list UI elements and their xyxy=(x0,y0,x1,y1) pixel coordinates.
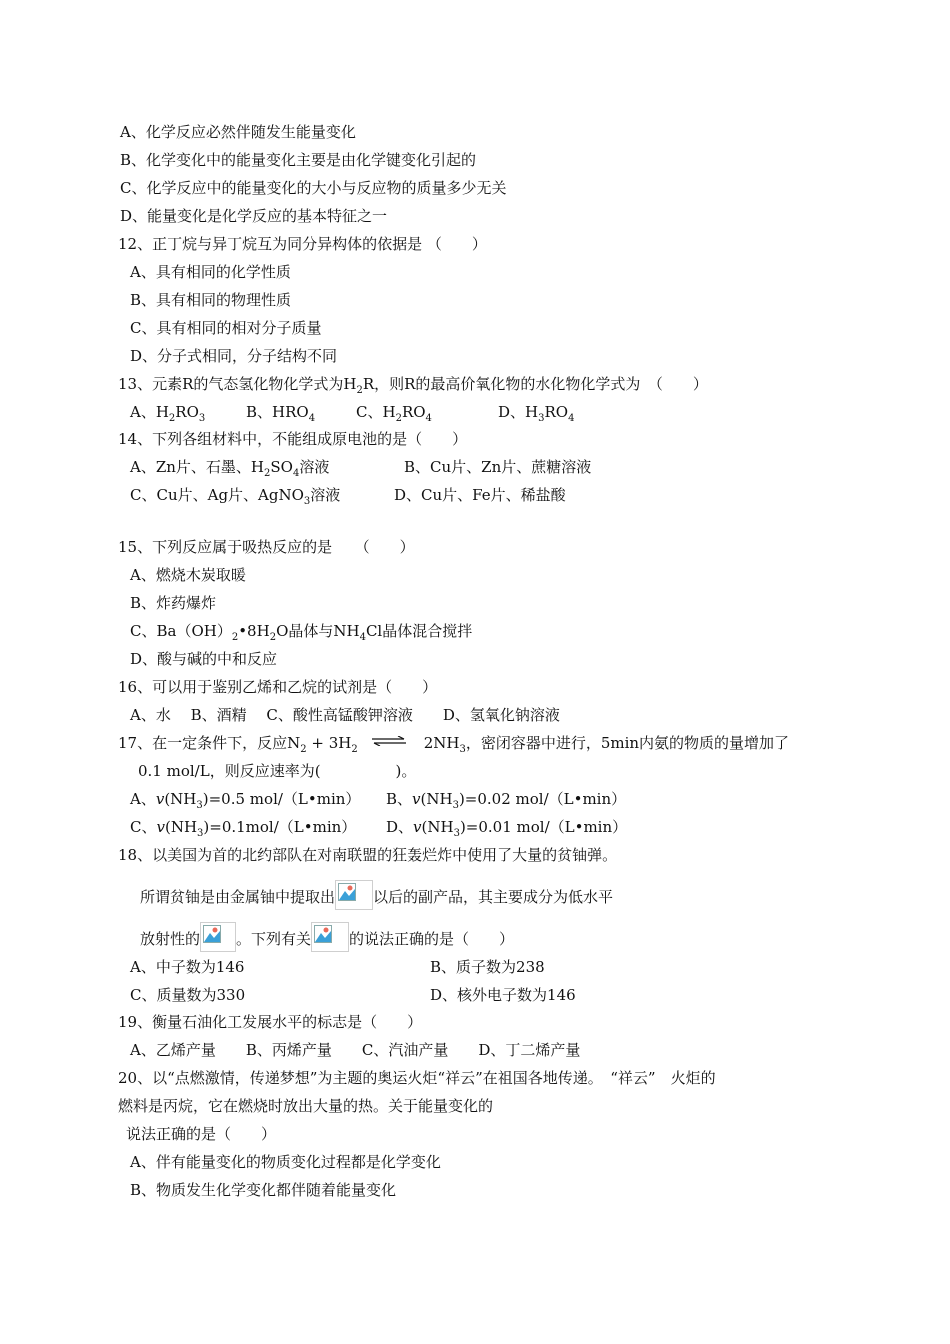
q12-option-a: A、具有相同的化学性质 xyxy=(130,263,291,281)
q20-option-a: A、伴有能量变化的物质变化过程都是化学变化 xyxy=(130,1153,441,1171)
q20-option-b: B、物质发生化学变化都伴随着能量变化 xyxy=(130,1181,397,1199)
q15-stem: 15、下列反应属于吸热反应的是 （ ） xyxy=(118,538,415,556)
q18-option-d: D、核外电子数为146 xyxy=(430,986,576,1004)
q13-option-d: D、$H_3RO_4$ xyxy=(498,403,575,424)
q11-option-a: A、化学反应必然伴随发生能量变化 xyxy=(120,123,356,141)
q17-stem-line2: 0.1 mol/L，则反应速率为( )。 xyxy=(138,762,417,780)
q12-option-d: D、分子式相同，分子结构不同 xyxy=(130,347,338,365)
q13-option-c: C、$H_2RO_4$ xyxy=(356,403,432,424)
q19-options: A、乙烯产量 B、丙烯产量 C、汽油产量 D、丁二烯产量 xyxy=(130,1041,581,1059)
q18-line3: 放射性的 。下列有关 的说法正确的是（ ） xyxy=(140,922,514,952)
q13-option-a: A、$H_2RO_3$ xyxy=(130,403,206,424)
q17-option-c: C、$v(NH_3)=0.1mol/(L•\min)$ xyxy=(130,818,357,839)
q13-stem: 13、元素R的气态氢化物化学式为$H_2R$，则R的最高价氧化物的水化物化学式为 （ ） xyxy=(118,375,708,396)
q12-option-c: C、具有相同的相对分子质量 xyxy=(130,319,322,337)
q20-stem-line2: 燃料是丙烷，它在燃烧时放出大量的热。关于能量变化的 xyxy=(118,1097,494,1115)
q18-line2: 所谓贫铀是由金属铀中提取出 以后的副产品，其主要成分为低水平 xyxy=(140,880,613,910)
q14-option-b: B、Cu片、Zn片、蔗糖溶液 xyxy=(404,458,592,476)
q15-option-a: A、燃烧木炭取暖 xyxy=(130,566,246,584)
q14-option-d: D、Cu片、Fe片、稀盐酸 xyxy=(394,486,566,504)
q18-option-c: C、质量数为330 xyxy=(130,986,246,1004)
q12-option-b: B、具有相同的物理性质 xyxy=(130,291,292,309)
q17-option-d: D、$v(NH_3)=0.01$ mol/（L•min） xyxy=(386,818,628,839)
q14-option-a: A、Zn片、石墨、$H_2SO_4$溶液 xyxy=(130,458,330,479)
q17-option-b: B、$v(NH_3)=0.02$ mol/（L•min） xyxy=(386,790,627,811)
q17-option-a: A、$v(NH_3)=0.5$ mol/（L•min） xyxy=(130,790,361,811)
q15-option-d: D、酸与碱的中和反应 xyxy=(130,650,278,668)
q20-stem-line3: 说法正确的是（ ） xyxy=(126,1125,277,1143)
q16-stem: 16、可以用于鉴别乙烯和乙烷的试剂是（ ） xyxy=(118,678,438,696)
q15-option-c: C、$Ba(OH)_2•8H_2O$晶体与$NH_4Cl$晶体混合搅拌 xyxy=(130,622,473,643)
q18-stem: 18、以美国为首的北约部队在对南联盟的狂轰烂炸中使用了大量的贫铀弹。 xyxy=(118,846,618,864)
q15-option-b: B、炸药爆炸 xyxy=(130,594,217,612)
q11-option-c: C、化学反应中的能量变化的大小与反应物的质量多少无关 xyxy=(120,179,507,197)
q18-option-b: B、质子数为238 xyxy=(430,958,545,976)
broken-image-icon xyxy=(335,880,373,910)
q11-option-d: D、能量变化是化学反应的基本特征之一 xyxy=(120,207,388,225)
q12-stem: 12、正丁烷与异丁烷互为同分异构体的依据是 （ ） xyxy=(118,235,487,253)
q14-option-c: C、Cu片、Ag片、AgNO$_3$溶液 xyxy=(130,486,341,507)
q17-stem: 17、在一定条件下，反应$N_2 + 3H_2$ $2NH_3$，密闭容器中进行，5min内氨的物质的量增加了 xyxy=(118,734,790,755)
q19-stem: 19、衡量石油化工发展水平的标志是（ ） xyxy=(118,1013,423,1031)
broken-image-icon xyxy=(311,922,349,952)
q20-stem-line1: 20、以“点燃激情，传递梦想”为主题的奥运火炬“祥云”在祖国各地传递。 “祥云” 火炬的 xyxy=(118,1069,716,1087)
q13-option-b: B、$HRO_4$ xyxy=(246,403,316,424)
q16-options: A、水 B、酒精 C、酸性高锰酸钾溶液 D、氢氧化钠溶液 xyxy=(130,706,560,724)
equilibrium-arrow-icon xyxy=(372,736,406,746)
broken-image-icon xyxy=(200,922,236,952)
q18-option-a: A、中子数为146 xyxy=(130,958,245,976)
q11-option-b: B、化学变化中的能量变化主要是由化学键变化引起的 xyxy=(120,151,477,169)
q14-stem: 14、下列各组材料中，不能组成原电池的是（ ） xyxy=(118,430,468,448)
